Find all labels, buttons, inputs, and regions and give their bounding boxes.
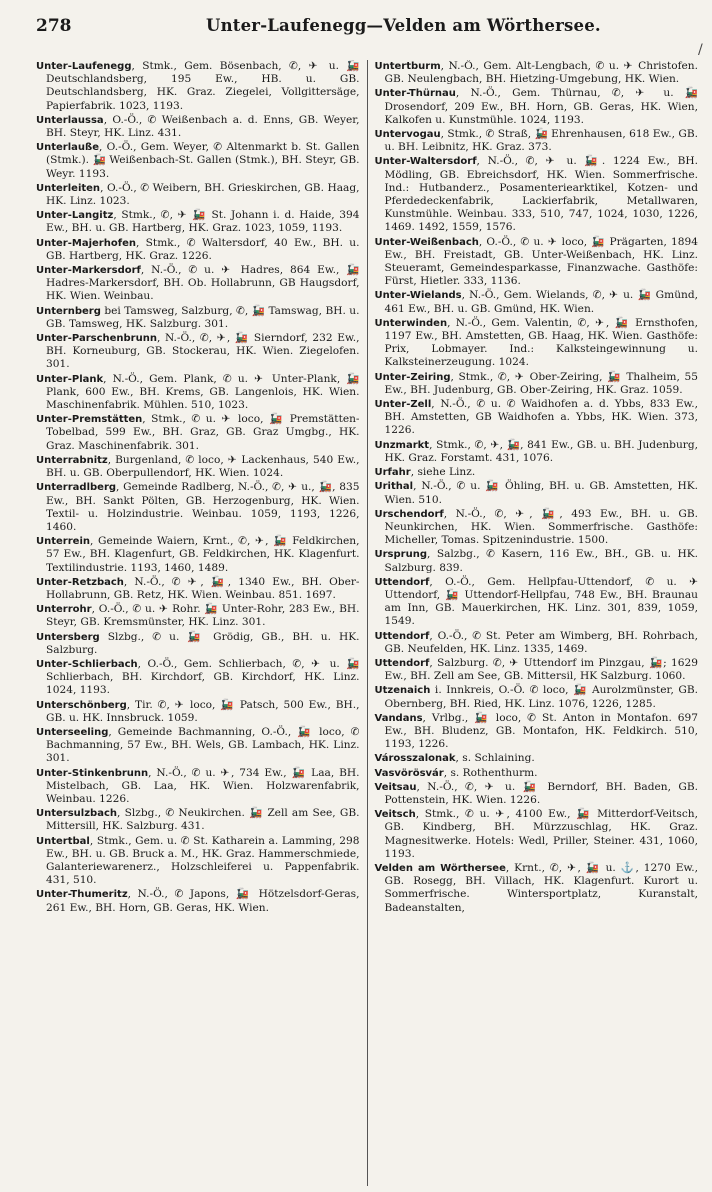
entry-text: , s. Schlaining.: [455, 752, 535, 765]
directory-entry: [36, 60, 360, 113]
entry-headword: Unterrabnitz: [36, 454, 108, 466]
directory-entry: [36, 332, 360, 372]
entry-text: , N.-Ö., Gem. Valentin, ✆, ✈, 🚂 Ernsthofen, 1197 Ew., BH. Amstetten, GB. Haag, HK. Wien. Gasthöfe: Prix, Lobmayer. Ind.: Kalksteingewinnung u. Kalksteinerzeugung. 1024.: [384, 316, 698, 369]
directory-entry: [36, 576, 360, 602]
directory-entry: [375, 155, 699, 234]
entry-headword: Unzmarkt: [374, 439, 430, 451]
entry-text: , N.-Ö., ✆ Japons, 🚂 Hötzelsdorf-Geras, 261 Ew., BH. Horn, GB. Geras, HK. Wien.: [46, 888, 360, 914]
entry-text: , O.-Ö., Gem. Schlierbach, ✆, ✈ u. 🚂 Schlierbach, BH. Kirchdorf, GB. Kirchdorf, HK. Linz. 1024, 1193.: [46, 657, 360, 697]
column-rule: [367, 60, 368, 1186]
entry-text: , N.-Ö., Gem. Plank, ✆ u. ✈ Unter-Plank, 🚂 Plank, 600 Ew., BH. Krems, GB. Langenlois, HK. Wien. Maschinenfabrik. Mühlen. 510, 1023.: [46, 372, 360, 412]
directory-entry: [375, 371, 699, 397]
entry-headword: Unterrein: [36, 536, 90, 548]
entry-text: , Gemeinde Waiern, Krnt., ✆, ✈, 🚂 Feldkirchen, 57 Ew., BH. Klagenfurt, GB. Feldkirchen, HK. Klagenfurt. Textilindustrie. 1193, 1460, 1489.: [46, 535, 360, 574]
page-number: 278: [36, 16, 72, 36]
entry-headword: Unter-Langitz: [36, 210, 114, 222]
directory-entry: [375, 87, 699, 127]
directory-entry: [375, 781, 699, 807]
directory-entry: [36, 888, 360, 914]
entry-text: , Stmk., ✆ Waltersdorf, 40 Ew., BH. u. GB. Hartberg, HK. Graz. 1226.: [46, 236, 360, 262]
entry-text: , N.-Ö., Gem. Thürnau, ✆, ✈ u. 🚂 Drosendorf, 209 Ew., BH. Horn, GB. Geras, HK. Wien, Kalkofen u. Kunstmühle. 1024, 1193.: [384, 87, 698, 126]
entry-headword: Veitsch: [374, 809, 416, 821]
entry-text: , Stmk., ✆ u. ✈ loco, 🚂 Premstätten-Tobelbad, 599 Ew., BH. Graz, GB. Graz Umgbg., HK. Graz. Maschinenfabrik. 301.: [46, 413, 360, 452]
entry-headword: Unter-Plank: [36, 373, 104, 385]
entry-text: , Krnt., ✆, ✈, 🚂 u. ⚓, 1270 Ew., GB. Rosegg, BH. Villach, HK. Klagenfurt. Kurort u. Sommerfrische. Wintersportplatz, Kuranstalt, Badeanstalten,: [384, 861, 698, 914]
directory-entry: [375, 752, 699, 765]
page-title: Unter-Laufenegg—Velden am Wörthersee.: [206, 16, 601, 35]
entry-headword: Uttendorf: [374, 657, 430, 669]
entry-headword: Unterleiten: [36, 182, 101, 194]
directory-entry: [36, 454, 360, 480]
entry-text: , Stmk., ✆, ✈, 🚂, 841 Ew., GB. u. BH. Judenburg, HK. Graz. Forstamt. 431, 1076.: [384, 438, 698, 464]
entry-headword: Untervogau: [374, 129, 441, 141]
entry-headword: Unter-Retzbach: [36, 576, 124, 588]
entry-text: , siehe Linz.: [410, 466, 476, 479]
entry-headword: Unterwinden: [374, 317, 448, 329]
directory-entry: [36, 413, 360, 453]
entry-headword: Vasvörösvár: [374, 767, 444, 779]
directory-entry: [36, 807, 360, 833]
entry-text: , Salzburg. ✆, ✈ Uttendorf im Pinzgau, 🚂; 1629 Ew., BH. Zell am See, GB. Mittersil, HK Salzburg. 1060.: [384, 656, 698, 683]
entry-text: , N.-Ö., ✆ u. ✈, 734 Ew., 🚂 Laa, BH. Mistelbach, GB. Laa, HK. Wien. Holzwarenfabrik, Weinbau. 1226.: [46, 766, 360, 805]
entry-headword: Unterseeling: [36, 726, 109, 738]
entry-headword: Unter-Waltersdorf: [374, 156, 477, 168]
entry-headword: Unter-Premstätten: [36, 414, 143, 426]
entry-headword: Vandans: [374, 712, 423, 724]
entry-headword: Unter-Weißenbach: [374, 236, 479, 248]
directory-entry: [375, 576, 699, 629]
entry-text: , N.-Ö., ✆, ✈, 🚂, 493 Ew., BH. u. GB. Neunkirchen, HK. Wien. Sommerfrische. Gasthöfe: Micheller, Tomas. Spitzenindustrie. 1500.: [384, 507, 698, 547]
directory-entry: [375, 439, 699, 465]
directory-entry: [375, 508, 699, 548]
entry-headword: Unter-Thürnau: [374, 88, 456, 100]
entry-text: , O.-Ö., ✆ u. ✈ Rohr. 🚂 Unter-Rohr, 283 Ew., BH. Steyr, GB. Kremsmünster, HK. Linz. 301.: [46, 603, 360, 629]
entry-headword: Unter-Majerhofen: [36, 237, 136, 249]
page-header: [36, 14, 703, 58]
directory-entry: [375, 630, 699, 656]
entry-headword: Unter-Stinkenbrunn: [36, 767, 149, 779]
directory-entry: [36, 209, 360, 235]
directory-entry: [375, 808, 699, 861]
directory-entry: [375, 398, 699, 438]
directory-entry: [375, 128, 699, 154]
directory-entry: [36, 373, 360, 413]
directory-entry: [375, 548, 699, 574]
entry-headword: Unterlaussa: [36, 114, 104, 126]
entry-text: bei Tamsweg, Salzburg, ✆, 🚂 Tamswag, BH. u. GB. Tamsweg, HK. Salzburg. 301.: [46, 304, 360, 330]
entry-headword: Untertbal: [36, 835, 90, 847]
entry-headword: Velden am Wörthersee: [374, 862, 506, 874]
directory-entry: [36, 114, 360, 140]
directory-entry: [36, 535, 360, 575]
entry-text: , N.-Ö., ✆, ✈ u. 🚂 Berndorf, BH. Baden, GB. Pottenstein, HK. Wien. 1226.: [384, 780, 698, 806]
entry-text: , Salzbg., ✆ Kasern, 116 Ew., BH., GB. u. HK. Salzburg. 839.: [384, 548, 698, 574]
entry-text: , Stmk., Gem. u. ✆ St. Katharein a. Lamming, 298 Ew., BH. u. GB. Bruck a. M., HK. Graz. Hammerschmiede, Galanteriewarenerz., Holzschleiferei u. Pappenfabrik. 431, 510.: [46, 834, 360, 887]
entry-headword: Urithal: [374, 481, 414, 493]
entry-headword: Utzenaich: [374, 685, 431, 697]
entry-headword: Urfahr: [374, 467, 411, 479]
directory-entry: [36, 835, 360, 888]
entry-text: , Stmk., ✆, ✈ Ober-Zeiring, 🚂 Thalheim, 55 Ew., BH. Judenburg, GB. Ober-Zeiring, HK. Graz. 1059.: [384, 370, 698, 396]
directory-entry: [36, 603, 360, 629]
entry-text: , s. Rothenthurm.: [443, 766, 538, 779]
entry-headword: Unter-Zell: [374, 399, 432, 411]
entry-text: , Slzbg., ✆ Neukirchen. 🚂 Zell am See, GB. Mittersill, HK. Salzburg. 431.: [46, 807, 360, 833]
directory-entry: [36, 182, 360, 208]
entry-text: , Gemeinde Bachmanning, O.-Ö., 🚂 loco, ✆ Bachmanning, 57 Ew., BH. Wels, GB. Lambach, HK. Linz. 301.: [46, 725, 360, 765]
entry-text: , Tir. ✆, ✈ loco, 🚂 Patsch, 500 Ew., BH., GB. u. HK. Innsbruck. 1059.: [46, 698, 360, 724]
directory-entry: [36, 237, 360, 263]
directory-entry: [36, 699, 360, 725]
entry-text: , Stmk., Gem. Bösenbach, ✆, ✈ u. 🚂 Deutschlandsberg, 195 Ew., HB. u. GB. Deutschlandsberg, HK. Graz. Ziegelei, Vollgittersäge, Papierfabrik. 1023, 1193.: [46, 60, 360, 112]
entry-text: , O.-Ö., Gem. Weyer, ✆ Altenmarkt b. St. Gallen (Stmk.). 🚂 Weißenbach-St. Gallen (Stmk.), BH. Steyr, GB. Weyr. 1193.: [46, 141, 360, 180]
directory-entry: [375, 712, 699, 752]
directory-entry: [36, 264, 360, 304]
directory-entry: [36, 481, 360, 534]
entry-text: , Vrlbg., 🚂 loco, ✆ St. Anton in Montafon. 697 Ew., BH. Bludenz, GB. Montafon, HK. Feldkirch. 510, 1193, 1226.: [384, 711, 698, 751]
entry-text: , N.-Ö., ✆, ✈, 🚂 Sierndorf, 232 Ew., BH. Korneuburg, GB. Stockerau, HK. Wien. Ziegelofen. 301.: [46, 332, 360, 371]
entry-text: , Gemeinde Radlberg, N.-Ö., ✆, ✈ u., 🚂, 835 Ew., BH. Sankt Pölten, GB. Herzogenburg, HK. Wien. Textil- u. Holzindustrie. Weinbau. 1059, 1193, 1226, 1460.: [46, 481, 360, 533]
entry-headword: Városszalonak: [374, 753, 456, 765]
entry-headword: Untersulzbach: [36, 808, 118, 820]
directory-entry: [375, 236, 699, 289]
entry-text: , N.-Ö., Gem. Alt-Lengbach, ✆ u. ✈ Christofen. GB. Neulengbach, BH. Hietzing-Umgebung, HK. Wien.: [384, 60, 698, 86]
directory-entry: [375, 60, 699, 86]
entry-headword: Unterlauße: [36, 142, 100, 154]
directory-entry: [375, 466, 699, 479]
entry-text: , Stmk., ✆ u. ✈, 4100 Ew., 🚂 Mitterdorf-Veitsch, GB. Kindberg, BH. Mürzzuschlag, HK. Graz. Magnesitwerke. Hotels: Wedl, Priller, Steiner. 431, 1060, 1193.: [384, 808, 698, 860]
entry-headword: Unter-Parschenbrunn: [36, 333, 157, 345]
entry-text: , N.-Ö., ✆ u. ✈ Hadres, 864 Ew., 🚂 Hadres-Markersdorf, BH. Ob. Hollabrunn, GB Haugsdorf, HK. Wien. Weinbau.: [46, 264, 360, 303]
entry-headword: Unternberg: [36, 305, 101, 317]
entry-headword: Unter-Zeiring: [374, 371, 451, 383]
entry-text: , O.-Ö., Gem. Hellpfau-Uttendorf, ✆ u. ✈ Uttendorf, 🚂 Uttendorf-Hellpfau, 748 Ew., BH. Braunau am Inn, GB. Mauerkirchen, HK. Linz. 301, 839, 1059, 1549.: [384, 575, 698, 628]
entry-headword: Untersberg: [36, 631, 100, 643]
directory-entry: [36, 141, 360, 181]
entry-headword: Veitsau: [374, 781, 417, 793]
directory-entry: [375, 657, 699, 683]
entry-headword: Unter-Thumeritz: [36, 889, 128, 901]
left-column: [36, 60, 366, 1186]
entry-headword: Unter-Markersdorf: [36, 265, 141, 277]
entry-headword: Uttendorf: [374, 630, 430, 642]
entry-headword: Urschendorf: [374, 508, 444, 520]
entry-text: , O.-Ö., ✆ St. Peter am Wimberg, BH. Rohrbach, GB. Neufelden, HK. Linz. 1335, 1469.: [384, 629, 698, 655]
entry-headword: Untertburm: [374, 61, 441, 72]
directory-entry: [375, 684, 699, 710]
entry-text: , N.-Ö., Gem. Wielands, ✆, ✈ u. 🚂 Gmünd, 461 Ew., BH. u. GB. Gmünd, HK. Wien.: [384, 289, 698, 315]
entry-text: Slzbg., ✆ u. 🚂 Grödig, GB., BH. u. HK. Salzburg.: [46, 630, 360, 656]
entry-headword: Unterschönberg: [36, 699, 127, 711]
entry-text: , N.-Ö., ✆ u. ✆ Waidhofen a. d. Ybbs, 833 Ew., BH. Amstetten, GB Waidhofen a. Ybbs, HK. Wien. 373, 1226.: [384, 398, 698, 437]
entry-headword: Uttendorf: [374, 576, 430, 588]
directory-entry: [36, 305, 360, 331]
entry-text: , Stmk., ✆ Straß, 🚂 Ehrenhausen, 618 Ew., GB. u. BH. Leibnitz, HK. Graz. 373.: [384, 128, 698, 154]
directory-entry: [36, 631, 360, 657]
entry-text: , Burgenland, ✆ loco, ✈ Lackenhaus, 540 Ew., BH. u. GB. Oberpullendorf, HK. Wien. 1024.: [46, 453, 360, 480]
directory-entry: [375, 480, 699, 506]
entry-text: , Stmk., ✆, ✈ 🚂 St. Johann i. d. Haide, 394 Ew., BH. u. GB. Hartberg, HK. Graz. 1023, 1059, 1193.: [46, 209, 360, 235]
entry-text: , N.-Ö., ✆ ✈, 🚂, 1340 Ew., BH. Ober-Hollabrunn, GB. Retz, HK. Wien. Weinbau. 851. 1697.: [46, 575, 360, 601]
directory-entry: [375, 317, 699, 370]
entry-headword: Unter-Laufenegg: [36, 61, 132, 72]
directory-entry: [36, 658, 360, 698]
directory-entry: [375, 862, 699, 915]
entry-headword: Unterradlberg: [36, 482, 117, 494]
directory-entry: [375, 767, 699, 780]
entry-headword: Unter-Schlierbach: [36, 658, 138, 670]
directory-entry: [36, 767, 360, 807]
entry-text: , O.-Ö., ✆ Weibern, BH. Grieskirchen, GB. Haag, HK. Linz. 1023.: [46, 181, 360, 208]
directory-entry: [36, 726, 360, 766]
entry-text: , N.-Ö., ✆ u. 🚂 Öhling, BH. u. GB. Amstetten, HK. Wien. 510.: [384, 480, 698, 506]
entry-headword: Ursprung: [374, 549, 427, 561]
entry-headword: Unter-Wielands: [374, 290, 462, 302]
entry-text: , O.-Ö., ✆ u. ✈ loco, 🚂 Prägarten, 1894 Ew., BH. Freistadt, GB. Unter-Weißenbach, HK. Linz. Steueramt, Gemeindesparkasse, Finanzwache. Gasthöfe: Fürst, Hietler. 333, 1136.: [384, 235, 698, 288]
right-column: [369, 60, 699, 1186]
entry-text: , O.-Ö., ✆ Weißenbach a. d. Enns, GB. Weyer, BH. Steyr, HK. Linz. 431.: [46, 113, 360, 140]
directory-entry: [375, 289, 699, 315]
entry-text: , N.-Ö., ✆, ✈ u. 🚂. 1224 Ew., BH. Mödling, GB. Ebreichsdorf, HK. Wien. Sommerfrische. Ind.: Hutbanderz., Posamenteriearktikel, Kotzen- und Pferdedeckenfabrik, Lackierfabrik, Metallwaren, Kunstmühle. Weinbau. 333, 510, 747, 1024, 1030, 1226, 1469. 1492, 1559, 1576.: [384, 155, 698, 234]
entry-text: i. Innkreis, O.-Ö. ✆ loco, 🚂 Aurolzmünster, GB. Obernberg, BH. Ried, HK. Linz. 1076, 1226, 1285.: [384, 684, 698, 710]
margin-mark: /: [698, 42, 703, 58]
entry-headword: Unterrohr: [36, 604, 92, 616]
directory-columns: [36, 60, 698, 1186]
